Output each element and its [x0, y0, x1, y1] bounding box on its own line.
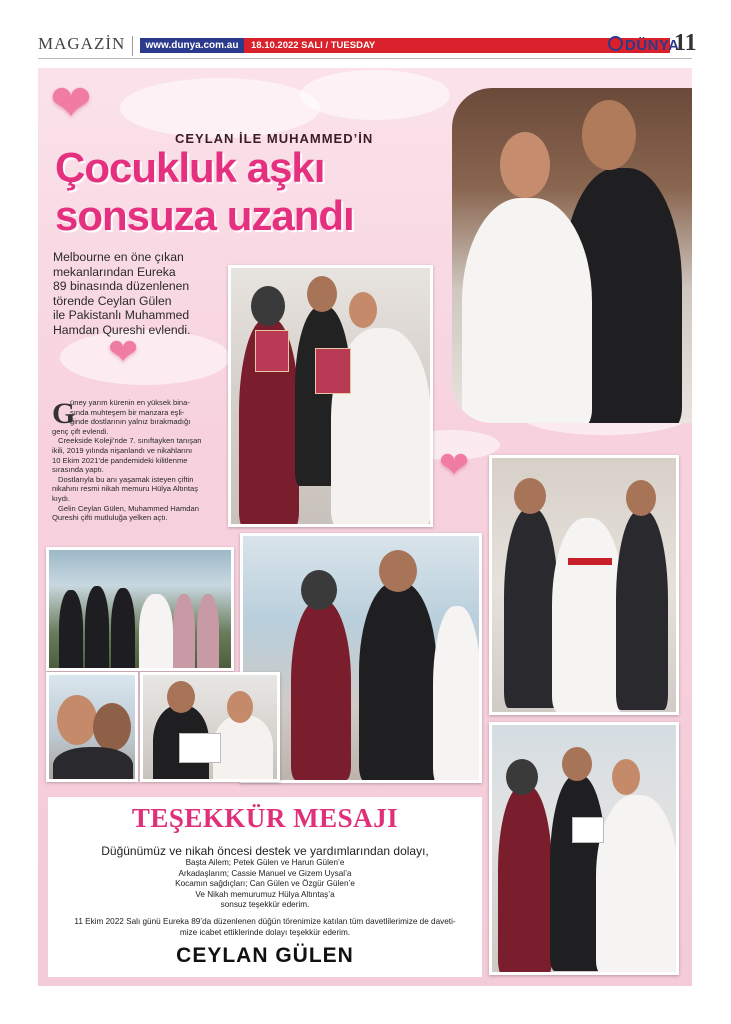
article-title-line1: Çocukluk aşkı [55, 144, 325, 191]
groomsman-head [514, 478, 546, 514]
thanks-note-line: mize icabet ettiklerinde dolayı teşekkür ederim. [179, 927, 351, 937]
photo-certificate-close[interactable] [140, 672, 280, 782]
bride-head [227, 691, 253, 723]
thanks-subtitle: Düğünümüz ve nikah öncesi destek ve yardımlarından dolayı, [101, 844, 429, 858]
header-date: 18.10.2022 SALI / TUESDAY [251, 40, 376, 51]
couple-figure [53, 747, 133, 782]
brand-name: DÜNYA [625, 37, 680, 54]
officiant-head [251, 286, 285, 326]
lead-line: törende Ceylan Gülen [53, 293, 172, 308]
body-line: ikili, 2019 yılında nişanlandı ve nikahlarını [52, 445, 193, 455]
thanks-note [58, 917, 472, 938]
bride-head [500, 132, 550, 198]
officiant-figure [291, 600, 351, 780]
body-line: kıydı. [52, 493, 71, 503]
cloud-decoration [300, 70, 450, 120]
guest-figure [111, 588, 135, 671]
groomsman-figure [504, 508, 558, 708]
section-label: MAGAZİN [38, 34, 126, 53]
guest-figure [59, 590, 83, 671]
thanks-line: Kocamın sağdıçları; Can Gülen ve Özgür Gülen’e [175, 879, 355, 889]
thanks-signature: CEYLAN GÜLEN [176, 944, 354, 967]
bridesmaid-figure [173, 594, 195, 671]
officiant-figure [498, 785, 552, 975]
heart-icon: ❤ [50, 75, 92, 131]
bride-figure [552, 518, 624, 712]
photo-selfie[interactable] [46, 672, 138, 782]
groom-head [379, 550, 417, 592]
thanks-line: Başta Ailem; Petek Gülen ve Harun Gülen’e [185, 858, 345, 867]
bride-sash [568, 558, 612, 565]
lead-line: Hamdan Qureshi evlendi. [53, 322, 191, 337]
header-url[interactable]: www.dunya.com.au [140, 38, 244, 53]
groom-head [562, 747, 592, 781]
thanks-line: Ve Nikah memurumuz Hülya Altıntaş’a [195, 889, 335, 899]
groom-head [93, 703, 131, 751]
bridesmaid-figure [197, 594, 219, 671]
bride-head [349, 292, 377, 328]
page-number: 11 [674, 30, 697, 56]
photo-group-bridesmaids[interactable] [46, 547, 234, 671]
bride-figure [139, 594, 173, 671]
bride-figure [213, 715, 273, 782]
lead-line: ile Pakistanlı Muhammed [53, 308, 190, 323]
guest-figure [85, 586, 109, 671]
bride-head [57, 695, 97, 745]
photo-couple-main[interactable] [452, 88, 692, 423]
bride-figure [433, 606, 481, 782]
certificate-folder [315, 348, 351, 394]
thanks-title: TEŞEKKÜR MESAJI [131, 803, 399, 833]
thanks-list [48, 858, 482, 911]
bride-figure [596, 795, 678, 975]
thanks-note-line: 11 Ekim 2022 Salı günü Eureka 89’da düzenlenen düğün törenimize katılan tüm davetlilerimize de daveti- [74, 917, 456, 926]
body-line: sırasında yaptı. [52, 465, 104, 475]
article-body [52, 398, 237, 523]
body-line: 10 Ekim 2021’de pandemideki kilitlenme [52, 455, 188, 465]
cloud-decoration [120, 78, 320, 138]
cloud-decoration [60, 330, 230, 385]
brand-globe-icon [608, 36, 623, 51]
article-lead [53, 250, 223, 338]
thanks-line: Arkadaşlarım; Cassie Manuel ve Gizem Uysal’a [178, 868, 352, 878]
groom-head [167, 681, 195, 713]
officiant-head [506, 759, 538, 795]
photo-certificate-handover[interactable] [489, 722, 679, 975]
groom-figure [359, 582, 437, 782]
header-rule [38, 58, 692, 59]
brand-logo [608, 36, 679, 54]
groom-head [626, 480, 656, 516]
lead-line: 89 binasında düzenlenen [53, 279, 190, 294]
body-line: genç çift evlendi. [52, 426, 109, 436]
body-line: ğinde dostlarının yalnız bırakmadığı [70, 417, 191, 427]
thanks-line: sonsuz teşekkür ederim. [220, 900, 310, 910]
groom-figure [616, 510, 668, 710]
heart-icon: ❤ [439, 444, 470, 485]
body-line: Gelin Ceylan Gülen, Muhammed Hamdan [58, 503, 199, 513]
groom-head [307, 276, 337, 312]
photo-groomsmen[interactable] [489, 455, 679, 715]
groom-head [582, 100, 636, 170]
body-line: sında muhteşem bir manzara eşli- [70, 407, 185, 417]
body-line: üney yarım kürenin en yüksek bina- [70, 398, 190, 407]
bride-figure [462, 198, 592, 423]
body-line: Dostlarıyla bu anı yaşamak isteyen çiftin [58, 474, 194, 484]
article-title-line2: sonsuza uzandı [55, 192, 354, 239]
drop-cap: G [52, 397, 76, 430]
certificate-folder [255, 330, 289, 372]
bride-head [612, 759, 640, 795]
article-kicker: CEYLAN İLE MUHAMMED’İN [175, 131, 374, 146]
photo-ceremony-certificate[interactable] [228, 265, 433, 527]
heart-icon: ❤ [108, 331, 139, 372]
officiant-head [301, 570, 337, 610]
certificate-paper [572, 817, 604, 843]
body-line: Creekside Koleji’nde 7. sınıftayken tanışan [58, 436, 202, 446]
lead-line: mekanlarından Eureka [53, 264, 176, 279]
certificate-paper [179, 733, 221, 763]
header-divider [132, 36, 133, 56]
body-line: Qureshi çifti mutluluğa yelken açtı. [52, 513, 168, 523]
body-line: nikahını resmi nikah memuru Hülya Altıntaş [52, 484, 199, 494]
lead-line: Melbourne en öne çıkan [53, 250, 184, 264]
